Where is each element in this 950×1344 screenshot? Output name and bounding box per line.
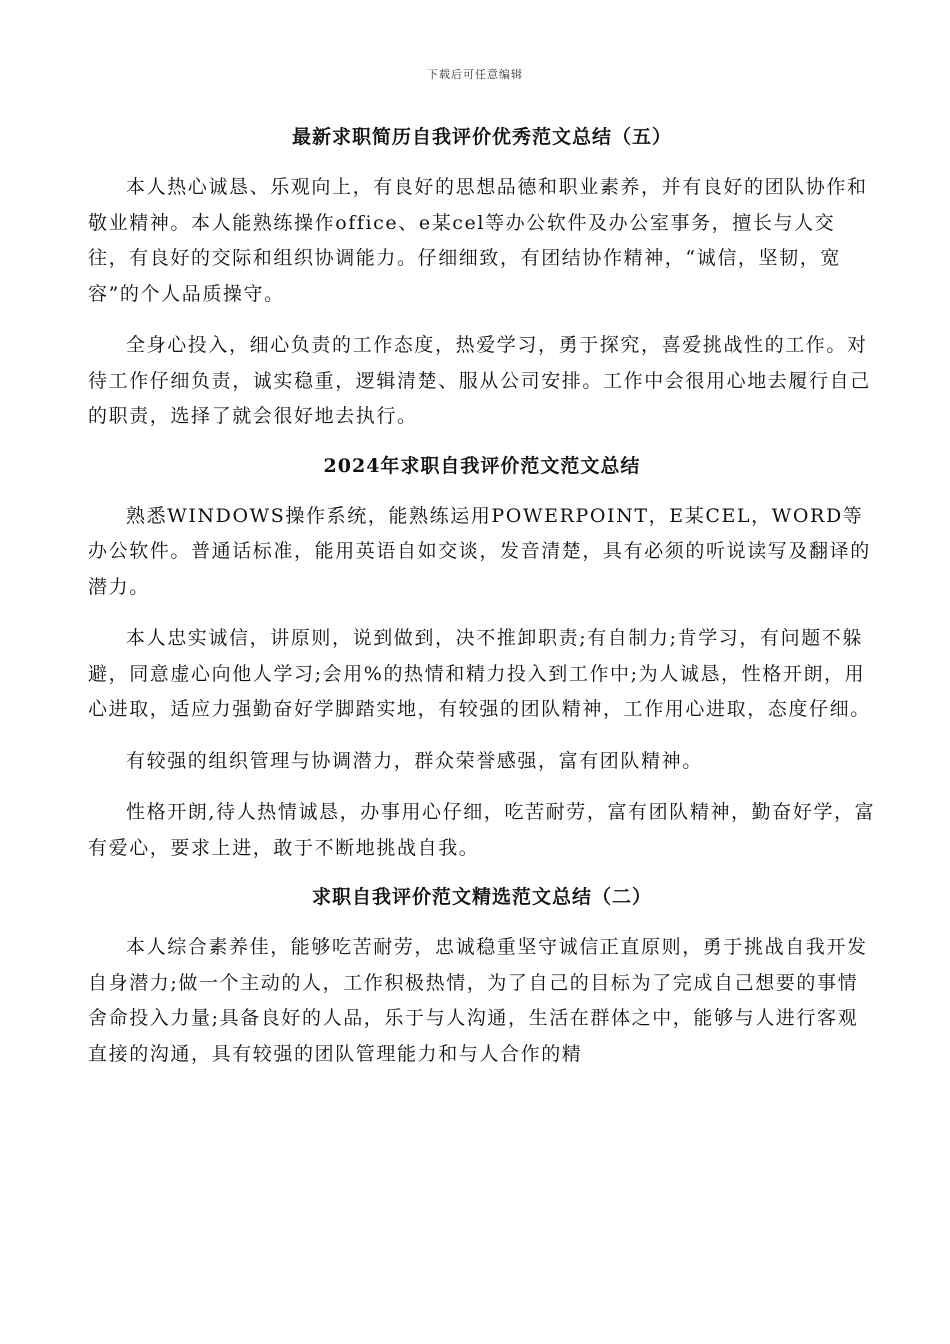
section-1 xyxy=(88,122,876,435)
section-2 xyxy=(88,451,876,867)
header-note: 下载后可任意编辑 xyxy=(427,68,523,81)
section-title: 2024年求职自我评价范文范文总结 xyxy=(323,454,641,477)
section-title: 最新求职简历自我评价优秀范文总结（五） xyxy=(291,126,672,148)
paragraph: 有较强的组织管理与协调潜力，群众荣誉感强，富有团队精神。 xyxy=(126,749,703,772)
paragraph: 性格开朗,待人热情诚恳，办事用心仔细，吃苦耐劳，富有团队精神，勤奋好学，富有爱心，要求上进，敢于不断地挑战自我。 xyxy=(88,801,876,859)
section-title: 求职自我评价范文精选范文总结（二） xyxy=(311,886,652,908)
paragraph: 全身心投入，细心负责的工作态度，热爱学习，勇于探究，喜爱挑战性的工作。对待工作仔细负责，诚实稳重，逻辑清楚、服从公司安排。工作中会很用心地去履行自己的职责，选择了就会很好地去执行。 xyxy=(88,334,871,427)
paragraph: 熟悉WINDOWS操作系统，能熟练运用POWERPOINT，E某CEL，WORD等办公软件。普通话标准，能用英语自如交谈，发音清楚，具有必须的听说读写及翻译的潜力。 xyxy=(88,504,871,598)
document-body xyxy=(88,122,876,1088)
paragraph: 本人综合素养佳，能够吃苦耐劳，忠诚稳重坚守诚信正直原则，勇于挑战自我开发自身潜力;做一个主动的人，工作积极热情，为了自己的目标为了完成自己想要的事情舍命投入力量;具备良好的人品，乐于与人沟通，生活在群体之中，能够与人进行客观直接的沟通，具有较强的团队管理能力和与人合作的精 xyxy=(88,936,868,1065)
paragraph: 本人忠实诚信，讲原则，说到做到，决不推卸职责;有自制力;肯学习，有问题不躲避，同意虚心向他人学习;会用%的热情和精力投入到工作中;为人诚恳，性格开朗，用心进取，适应力强勤奋好学脚踏实地，有较强的团队精神，工作用心进取，态度仔细。 xyxy=(88,627,871,720)
paragraph: 本人热心诚恳、乐观向上，有良好的思想品德和职业素养，并有良好的团队协作和敬业精神。本人能熟练操作office、e某cel等办公软件及办公室事务，擅长与人交往，有良好的交际和组织协调能力。仔细细致，有团结协作精神，“诚信，坚韧，宽容”的个人品质操守。 xyxy=(88,176,868,305)
section-3 xyxy=(88,882,876,1072)
